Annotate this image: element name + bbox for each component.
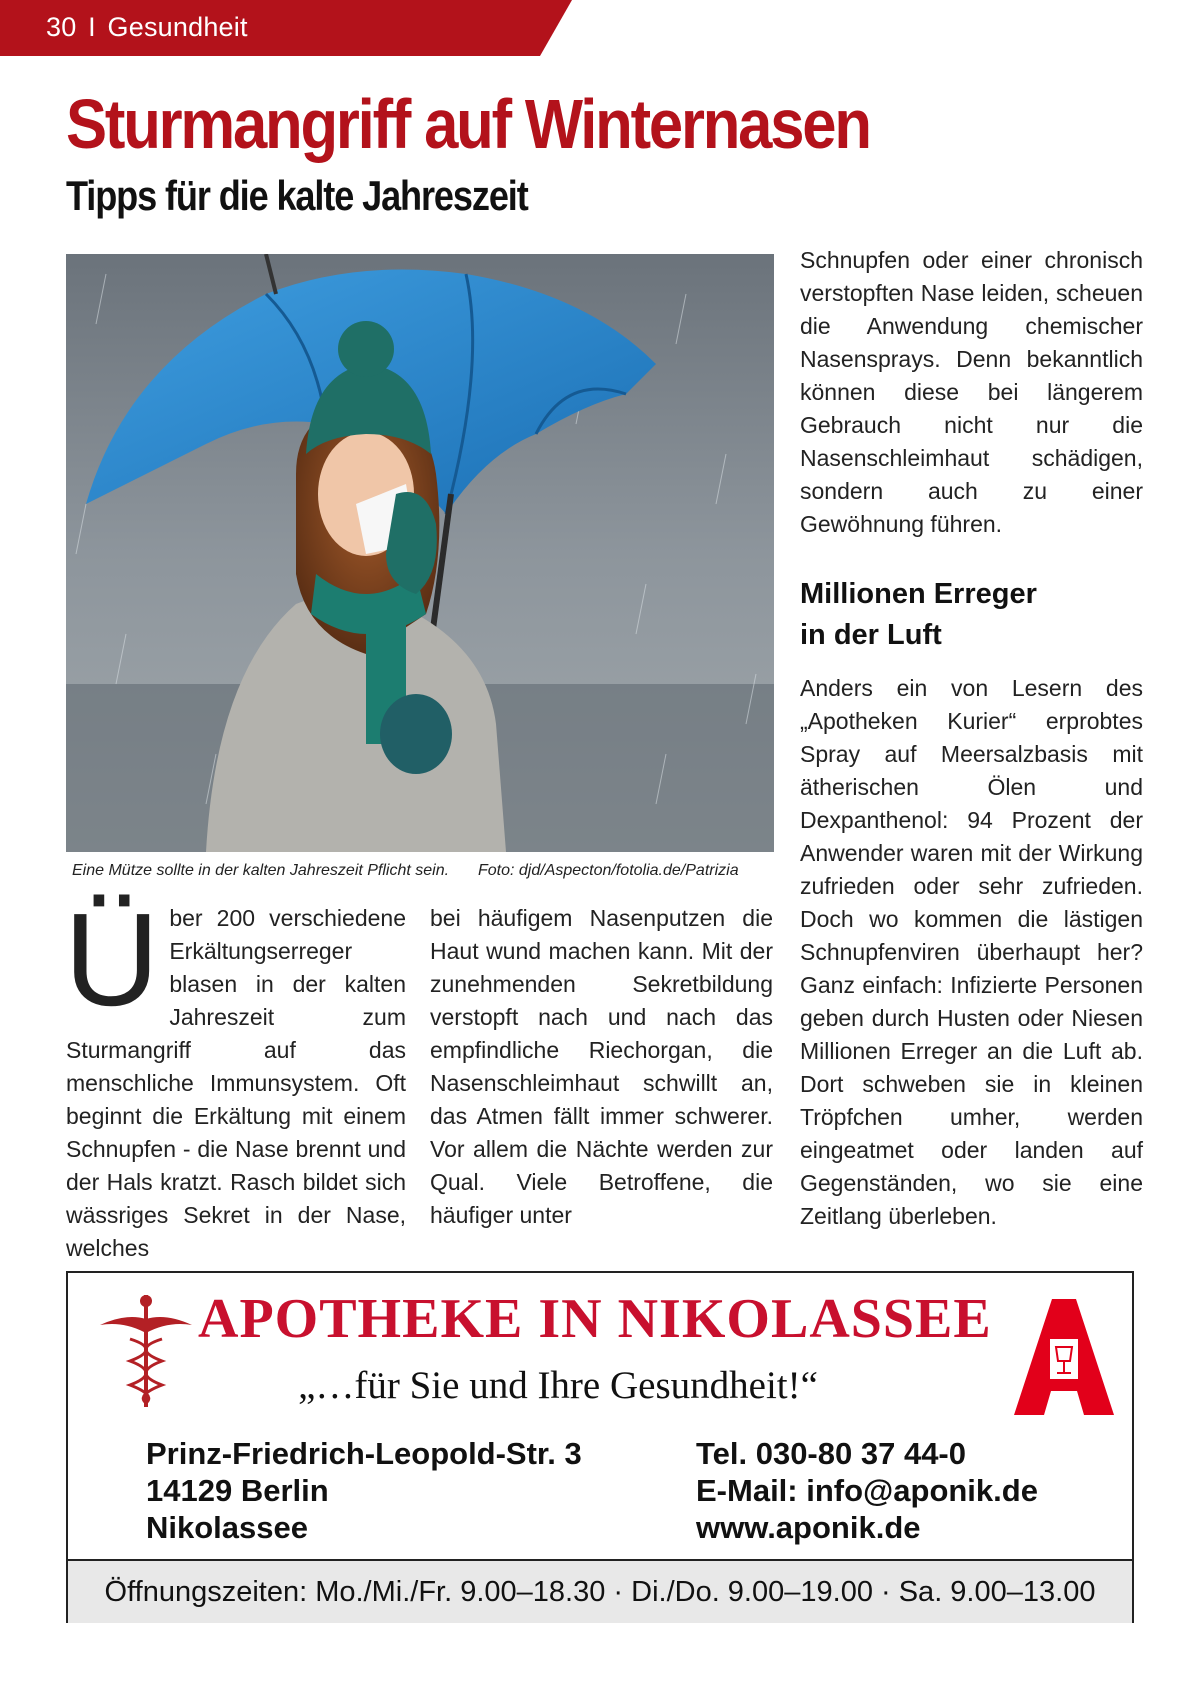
column-1-text: ber 200 verschiedene Erkältungserreger blasen in der kalten Jahreszeit zum Sturmangriff auf das menschliche Immunsystem. Oft beginnt die Erkältung mit einem Schnupfen - die Nase brennt und der Hals kratzt. Rasch bildet sich wässriges Sekret in der Nase, welches [66,905,406,1261]
page-label [46,12,248,43]
caduceus-icon [96,1291,196,1411]
article-column-1 [64,886,406,1265]
pharmacy-slogan: „…für Sie und Ihre Gesundheit!“ [298,1364,818,1407]
pharmacy-ad [66,1271,1134,1623]
pharmacy-address [146,1435,582,1546]
drop-cap: Ü [64,886,160,1033]
article-headline: Sturmangriff auf Winternasen [66,85,870,163]
apotheke-a-icon [1014,1299,1114,1415]
section-name: Gesundheit [107,12,248,42]
umbrella-woman-photo [66,254,774,852]
article-column-3-bottom [800,672,1143,1233]
phone-number: Tel. 030-80 37 44-0 [696,1436,966,1471]
address-district: Nikolassee [146,1510,308,1545]
photo-credit: Foto: djd/Aspecton/fotolia.de/Patrizia [478,862,739,879]
website-link[interactable]: www.aponik.de [696,1510,921,1545]
address-city: 14129 Berlin [146,1473,329,1508]
article-photo [66,254,774,852]
email-address[interactable]: E-Mail: info@aponik.de [696,1473,1038,1508]
pharmacy-contact [696,1435,1038,1546]
address-street: Prinz-Friedrich-Leopold-Str. 3 [146,1436,582,1471]
separator: I [88,12,96,42]
column-3-top-text: Schnupfen oder einer chronisch verstopften Nase leiden, scheuen die Anwendung chemischer Nasensprays. Denn bekanntlich können diese bei längerem Gebrauch nicht nur die Nasenschleimhaut schädigen, sondern auch zu einer Gewöhnung führen. [800,247,1143,537]
page-number: 30 [46,12,77,42]
opening-hours: Öffnungszeiten: Mo./Mi./Fr. 9.00–18.30 · Di./Do. 9.00–19.00 · Sa. 9.00–13.00 [68,1559,1132,1623]
article-column-2 [430,902,773,1232]
photo-caption: Eine Mütze sollte in der kalten Jahreszeit Pflicht sein. [72,862,450,879]
subhead-line-1: Millionen Erreger [800,578,1037,610]
subhead-line-2: in der Luft [800,619,942,651]
article-subhead [800,574,1037,656]
article-subline: Tipps für die kalte Jahreszeit [66,172,528,219]
column-3-bottom-text: Anders ein von Lesern des „Apotheken Kurier“ erprobtes Spray auf Meersalzbasis mit ätherischen Ölen und Dexpanthenol: 94 Prozent der Anwender waren mit der Wirkung zufrieden oder sehr zufrieden. Doch wo kommen die lästigen Schnupfenviren überhaupt her? Ganz einfach: Infizierte Personen geben durch Husten oder Niesen Millionen Erreger an die Luft ab. Dort schweben sie in kleinen Tröpfchen umher, werden eingeatmet oder landen auf Gegenständen, wo sie eine Zeitlang überleben. [800,675,1143,1229]
pharmacy-name: APOTHEKE IN NIKOLASSEE [198,1288,992,1350]
article-column-3-top [800,244,1143,541]
column-2-text: bei häufigem Nasenputzen die Haut wund machen kann. Mit der zunehmenden Sekretbildung verstopft nach und nach das empfindliche Riechorgan, die Nasenschleimhaut schwillt an, das Atmen fällt immer schwerer. Vor allem die Nächte werden zur Qual. Viele Betroffene, die häufiger unter [430,905,773,1228]
section-header-tab [0,0,572,56]
